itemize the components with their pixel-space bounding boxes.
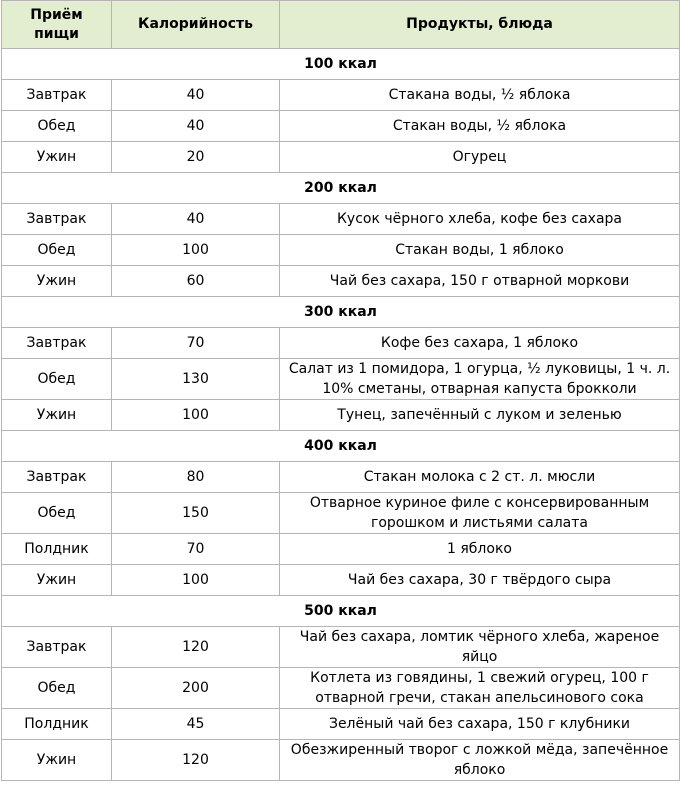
meal-cell: Завтрак — [2, 328, 112, 359]
table-row — [2, 740, 680, 781]
section-title: 300 ккал — [2, 297, 680, 328]
calories-cell: 45 — [112, 709, 280, 740]
section-row-500 — [2, 596, 680, 627]
meal-cell: Завтрак — [2, 80, 112, 111]
table-row — [2, 235, 680, 266]
calories-cell: 120 — [112, 740, 280, 781]
table-row — [2, 493, 680, 534]
products-cell: Стакан воды, 1 яблоко — [280, 235, 680, 266]
products-cell: Кусок чёрного хлеба, кофе без сахара — [280, 204, 680, 235]
table-row — [2, 328, 680, 359]
table-row — [2, 359, 680, 400]
calories-cell: 20 — [112, 142, 280, 173]
products-cell: Обезжиренный творог с ложкой мёда, запечённое яблоко — [280, 740, 680, 781]
table-row — [2, 668, 680, 709]
meal-cell: Ужин — [2, 400, 112, 431]
meal-cell: Обед — [2, 111, 112, 142]
calories-cell: 70 — [112, 328, 280, 359]
header-meal-line2: пищи — [34, 25, 79, 42]
calories-cell: 100 — [112, 235, 280, 266]
products-cell: Отварное куриное филе с консервированным горошком и листьями салата — [280, 493, 680, 534]
calories-cell: 100 — [112, 400, 280, 431]
meal-cell: Завтрак — [2, 627, 112, 668]
table-row — [2, 400, 680, 431]
meal-cell: Ужин — [2, 565, 112, 596]
meal-cell: Полдник — [2, 709, 112, 740]
diet-menu-table — [1, 0, 680, 781]
calories-cell: 130 — [112, 359, 280, 400]
section-row-200 — [2, 173, 680, 204]
calories-cell: 120 — [112, 627, 280, 668]
calories-cell: 40 — [112, 80, 280, 111]
meal-cell: Ужин — [2, 266, 112, 297]
products-cell: Чай без сахара, 30 г твёрдого сыра — [280, 565, 680, 596]
meal-cell: Завтрак — [2, 204, 112, 235]
meal-cell: Обед — [2, 493, 112, 534]
section-title: 400 ккал — [2, 431, 680, 462]
table-row — [2, 111, 680, 142]
table-row — [2, 462, 680, 493]
products-cell: Стакан молока с 2 ст. л. мюсли — [280, 462, 680, 493]
products-cell: Котлета из говядины, 1 свежий огурец, 100 г отварной гречи, стакан апельсинового сока — [280, 668, 680, 709]
table-body — [2, 49, 680, 781]
products-cell: Огурец — [280, 142, 680, 173]
header-calories: Калорийность — [112, 1, 280, 49]
products-cell: Тунец, запечённый с луком и зеленью — [280, 400, 680, 431]
header-products: Продукты, блюда — [280, 1, 680, 49]
table-row — [2, 627, 680, 668]
products-cell: Стакана воды, ½ яблока — [280, 80, 680, 111]
table-row — [2, 142, 680, 173]
meal-cell: Полдник — [2, 534, 112, 565]
section-title: 200 ккал — [2, 173, 680, 204]
products-cell: Стакан воды, ½ яблока — [280, 111, 680, 142]
products-cell: Кофе без сахара, 1 яблоко — [280, 328, 680, 359]
products-cell: Чай без сахара, ломтик чёрного хлеба, жареное яйцо — [280, 627, 680, 668]
products-cell: Чай без сахара, 150 г отварной моркови — [280, 266, 680, 297]
table-row — [2, 565, 680, 596]
table-row — [2, 204, 680, 235]
meal-cell: Обед — [2, 668, 112, 709]
calories-cell: 60 — [112, 266, 280, 297]
table-row — [2, 266, 680, 297]
calories-cell: 40 — [112, 204, 280, 235]
section-row-400 — [2, 431, 680, 462]
calories-cell: 80 — [112, 462, 280, 493]
header-meal — [2, 1, 112, 49]
table-header — [2, 1, 680, 49]
meal-cell: Обед — [2, 235, 112, 266]
products-cell: 1 яблоко — [280, 534, 680, 565]
table-row — [2, 80, 680, 111]
meal-cell: Ужин — [2, 142, 112, 173]
section-title: 500 ккал — [2, 596, 680, 627]
meal-cell: Обед — [2, 359, 112, 400]
table-row — [2, 534, 680, 565]
calories-cell: 100 — [112, 565, 280, 596]
meal-cell: Завтрак — [2, 462, 112, 493]
calories-cell: 70 — [112, 534, 280, 565]
header-meal-line1: Приём — [30, 6, 83, 23]
calories-cell: 40 — [112, 111, 280, 142]
calories-cell: 150 — [112, 493, 280, 534]
meal-cell: Ужин — [2, 740, 112, 781]
header-row — [2, 1, 680, 49]
products-cell: Зелёный чай без сахара, 150 г клубники — [280, 709, 680, 740]
section-row-300 — [2, 297, 680, 328]
section-row-100 — [2, 49, 680, 80]
calories-cell: 200 — [112, 668, 280, 709]
table-row — [2, 709, 680, 740]
section-title: 100 ккал — [2, 49, 680, 80]
products-cell: Салат из 1 помидора, 1 огурца, ½ луковицы, 1 ч. л. 10% сметаны, отварная капуста брокколи — [280, 359, 680, 400]
